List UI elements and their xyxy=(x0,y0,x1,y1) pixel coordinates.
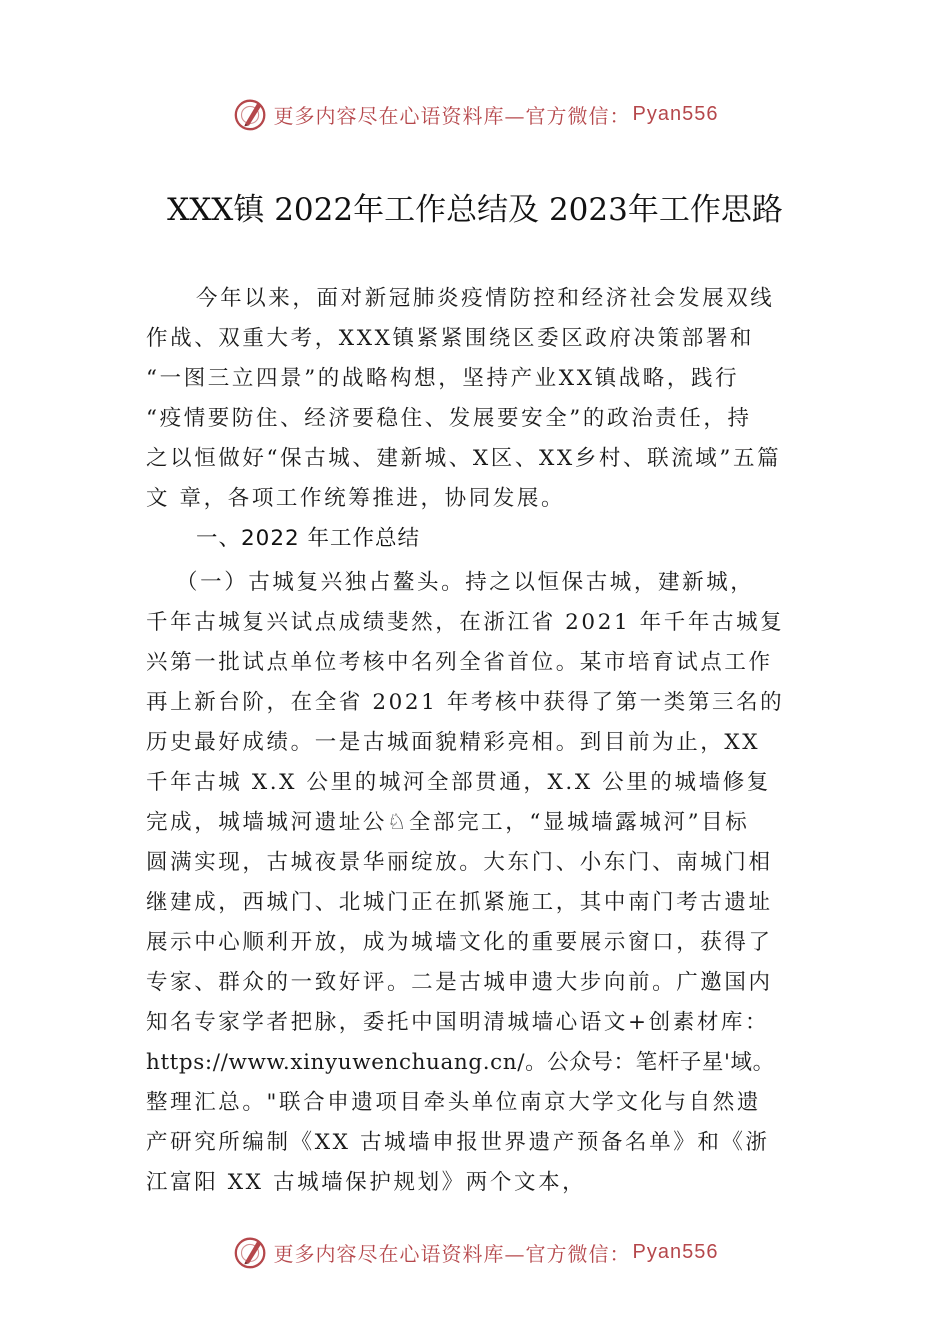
text-line: 再上新台阶，在全省 2021 年考核中获得了第一类第三名的 xyxy=(146,690,785,715)
text-line: 千年古城 X.X 公里的城河全部贯通，X.X 公里的城墙修复 xyxy=(146,770,771,795)
text-line: 江富阳 XX 古城墙保护规划》两个文本， xyxy=(146,1170,587,1195)
text-line: 之以恒做好“保古城、建新城、X区、XX乡村、联流域”五篇 xyxy=(146,446,782,471)
text-line: 知名专家学者把脉，委托中国明清城墙心语文+创素材库： xyxy=(146,1010,770,1035)
header-banner xyxy=(0,92,950,136)
section-paragraph xyxy=(146,563,816,1203)
text-line: 兴第一批试点单位考核中名列全省首位。某市培育试点工作 xyxy=(146,650,773,675)
text-line: “疫情要防住、经济要稳住、发展要安全”的政治责任，持 xyxy=(146,406,752,431)
text-line: 完成，城墙城河遗址公♘全部完工，“显城墙露城河”目标 xyxy=(146,810,750,835)
text-line: 文 章，各项工作统筹推进，协同发展。 xyxy=(146,486,566,511)
text-line: 千年古城复兴试点成绩斐然，在浙江省 2021 年千年古城复 xyxy=(146,610,785,635)
intro-paragraph xyxy=(146,279,816,519)
pen-nib-circle-icon xyxy=(232,1233,270,1271)
text-line: 整理汇总。"联合申遗项目牵头单位南京大学文化与自然遗 xyxy=(146,1090,761,1115)
text-line: 今年以来，面对新冠肺炎疫情防控和经济社会发展双线 xyxy=(196,286,775,311)
pen-nib-circle-icon xyxy=(232,95,270,133)
text-line: 继建成，西城门、北城门正在抓紧施工，其中南门考古遗址 xyxy=(146,890,773,915)
text-line: 作战、双重大考，XXX镇紧紧围绕区委区政府决策部署和 xyxy=(146,326,755,351)
text-line: “一图三立四景”的战略构想，坚持产业XX镇战略，践行 xyxy=(146,366,740,391)
text-line: （一）古城复兴独占鳌头。持之以恒保古城，建新城， xyxy=(176,570,755,595)
document-title: XXX镇 2022年工作总结及 2023年工作思路 xyxy=(167,192,783,228)
footer-banner xyxy=(0,1230,950,1274)
banner-text: 更多内容尽在心语资料库—官方微信： xyxy=(273,1241,631,1266)
text-line: 历史最好成绩。一是古城面貌精彩亮相。到目前为止，XX xyxy=(146,730,761,755)
section-heading: 一、2022 年工作总结 xyxy=(196,526,421,551)
banner-account: Pyan556 xyxy=(632,102,719,125)
text-line: 展示中心顺利开放，成为城墙文化的重要展示窗口，获得了 xyxy=(146,930,773,955)
banner-account: Pyan556 xyxy=(632,1240,719,1263)
text-line: https://www.xinyuwenchuang.cn/。公众号：笔杆子星'域。 xyxy=(146,1050,775,1075)
text-line: 圆满实现，古城夜景华丽绽放。大东门、小东门、南城门相 xyxy=(146,850,773,875)
text-line: 专家、群众的一致好评。二是古城申遗大步向前。广邀国内 xyxy=(146,970,773,995)
text-line: 产研究所编制《XX 古城墙申报世界遗产预备名单》和《浙 xyxy=(146,1130,770,1155)
banner-text: 更多内容尽在心语资料库—官方微信： xyxy=(273,103,631,128)
